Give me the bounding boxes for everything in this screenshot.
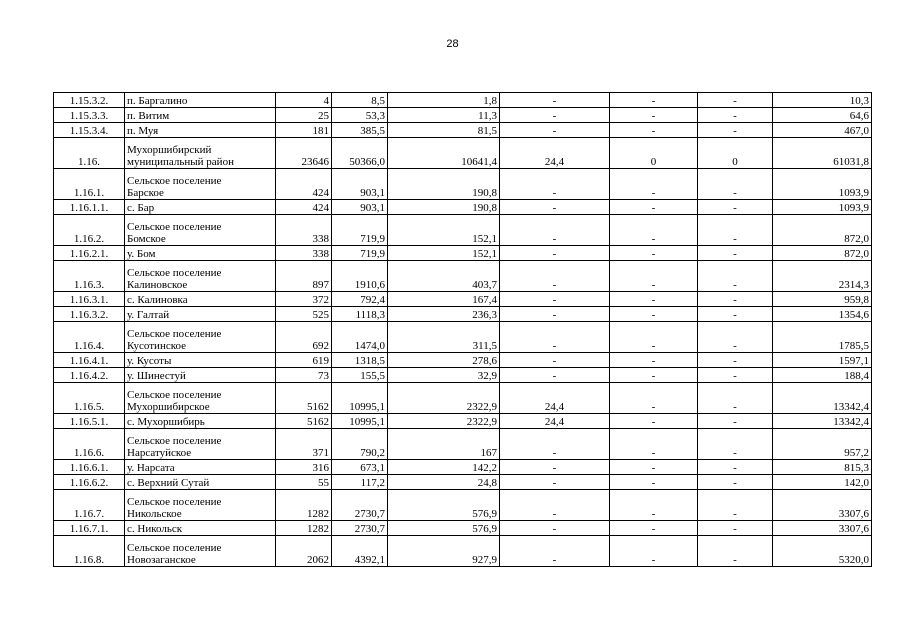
cell-col-2: 8,5 xyxy=(332,93,388,108)
cell-col-2: 50366,0 xyxy=(332,138,388,169)
cell-col-5: - xyxy=(610,123,698,138)
cell-col-4: - xyxy=(500,353,610,368)
cell-col-6: - xyxy=(698,93,773,108)
cell-code: 1.16.7.1. xyxy=(54,521,125,536)
cell-name-line: Кусотинское xyxy=(127,340,187,352)
table-row xyxy=(54,93,872,108)
cell-col-6: - xyxy=(698,383,773,414)
cell-col-5: - xyxy=(610,490,698,521)
cell-code: 1.16.3.1. xyxy=(54,292,125,307)
cell-name xyxy=(125,93,276,108)
cell-name xyxy=(125,307,276,322)
cell-name-line: Мухоршибирское xyxy=(127,401,210,413)
cell-code: 1.16.6.1. xyxy=(54,460,125,475)
cell-col-2: 385,5 xyxy=(332,123,388,138)
cell-col-5: - xyxy=(610,169,698,200)
cell-col-3: 10641,4 xyxy=(388,138,500,169)
cell-code: 1.16.3. xyxy=(54,261,125,292)
cell-col-1: 1282 xyxy=(276,521,332,536)
table-row xyxy=(54,521,872,536)
cell-col-4: - xyxy=(500,292,610,307)
cell-col-5: - xyxy=(610,475,698,490)
cell-col-2: 719,9 xyxy=(332,215,388,246)
cell-col-1: 424 xyxy=(276,200,332,215)
cell-code: 1.16.1. xyxy=(54,169,125,200)
cell-col-5: - xyxy=(610,414,698,429)
cell-code: 1.16. xyxy=(54,138,125,169)
cell-col-1: 897 xyxy=(276,261,332,292)
cell-name xyxy=(125,429,276,460)
cell-col-2: 10995,1 xyxy=(332,414,388,429)
cell-col-5: - xyxy=(610,383,698,414)
cell-col-1: 316 xyxy=(276,460,332,475)
cell-col-4: - xyxy=(500,460,610,475)
cell-col-4: - xyxy=(500,536,610,567)
cell-col-1: 338 xyxy=(276,246,332,261)
cell-code: 1.16.8. xyxy=(54,536,125,567)
cell-name xyxy=(125,200,276,215)
data-table xyxy=(53,92,872,567)
cell-col-2: 903,1 xyxy=(332,169,388,200)
cell-col-6: - xyxy=(698,490,773,521)
cell-col-4: - xyxy=(500,261,610,292)
cell-total: 815,3 xyxy=(773,460,872,475)
cell-col-1: 1282 xyxy=(276,490,332,521)
cell-col-3: 576,9 xyxy=(388,521,500,536)
cell-col-5: - xyxy=(610,108,698,123)
table-row xyxy=(54,307,872,322)
cell-col-1: 338 xyxy=(276,215,332,246)
cell-col-6: 0 xyxy=(698,138,773,169)
cell-col-4: - xyxy=(500,200,610,215)
table-row xyxy=(54,414,872,429)
cell-col-1: 181 xyxy=(276,123,332,138)
cell-col-1: 2062 xyxy=(276,536,332,567)
cell-name-line: у. Кусоты xyxy=(127,355,172,367)
cell-name-line: п. Муя xyxy=(127,125,159,137)
cell-name xyxy=(125,261,276,292)
cell-col-5: - xyxy=(610,536,698,567)
cell-total: 1093,9 xyxy=(773,200,872,215)
cell-name-line: у. Нарсата xyxy=(127,462,175,474)
cell-col-3: 2322,9 xyxy=(388,383,500,414)
cell-col-6: - xyxy=(698,536,773,567)
cell-col-6: - xyxy=(698,353,773,368)
cell-name-line: Сельское поселение xyxy=(127,175,222,187)
cell-code: 1.15.3.3. xyxy=(54,108,125,123)
table-row xyxy=(54,261,872,292)
cell-name xyxy=(125,215,276,246)
cell-name-line: Сельское поселение xyxy=(127,389,222,401)
cell-code: 1.16.3.2. xyxy=(54,307,125,322)
cell-col-2: 2730,7 xyxy=(332,490,388,521)
cell-col-2: 790,2 xyxy=(332,429,388,460)
cell-col-2: 117,2 xyxy=(332,475,388,490)
cell-name-line: Нарсатуйское xyxy=(127,447,192,459)
cell-col-6: - xyxy=(698,307,773,322)
cell-name-line: Никольское xyxy=(127,508,182,520)
cell-col-4: - xyxy=(500,215,610,246)
cell-total: 872,0 xyxy=(773,215,872,246)
cell-col-6: - xyxy=(698,108,773,123)
cell-name-line: Бомское xyxy=(127,233,166,245)
cell-col-3: 927,9 xyxy=(388,536,500,567)
cell-col-2: 155,5 xyxy=(332,368,388,383)
cell-col-4: - xyxy=(500,429,610,460)
cell-col-5: - xyxy=(610,368,698,383)
cell-total: 1597,1 xyxy=(773,353,872,368)
cell-col-5: - xyxy=(610,429,698,460)
cell-col-3: 152,1 xyxy=(388,246,500,261)
cell-name xyxy=(125,490,276,521)
cell-total: 13342,4 xyxy=(773,414,872,429)
cell-name xyxy=(125,368,276,383)
cell-name-line: у. Галтай xyxy=(127,309,170,321)
cell-col-2: 1318,5 xyxy=(332,353,388,368)
cell-name-line: п. Баргалино xyxy=(127,95,188,107)
table-row xyxy=(54,123,872,138)
cell-name xyxy=(125,521,276,536)
cell-col-6: - xyxy=(698,414,773,429)
cell-name-line: Сельское поселение xyxy=(127,221,222,233)
cell-name-line: Мухоршибирский xyxy=(127,144,212,156)
cell-col-2: 10995,1 xyxy=(332,383,388,414)
cell-name-line: с. Бар xyxy=(127,202,155,214)
table-row xyxy=(54,322,872,353)
cell-name xyxy=(125,414,276,429)
cell-total: 2314,3 xyxy=(773,261,872,292)
cell-name xyxy=(125,246,276,261)
cell-total: 872,0 xyxy=(773,246,872,261)
cell-total: 957,2 xyxy=(773,429,872,460)
cell-total: 64,6 xyxy=(773,108,872,123)
cell-col-4: 24,4 xyxy=(500,383,610,414)
cell-name xyxy=(125,108,276,123)
cell-code: 1.16.2. xyxy=(54,215,125,246)
cell-col-5: - xyxy=(610,215,698,246)
cell-name xyxy=(125,123,276,138)
cell-col-2: 4392,1 xyxy=(332,536,388,567)
cell-name-line: Сельское поселение xyxy=(127,496,222,508)
cell-col-5: - xyxy=(610,307,698,322)
cell-name xyxy=(125,383,276,414)
cell-col-3: 190,8 xyxy=(388,200,500,215)
cell-name xyxy=(125,292,276,307)
cell-col-3: 311,5 xyxy=(388,322,500,353)
cell-col-3: 81,5 xyxy=(388,123,500,138)
cell-col-2: 2730,7 xyxy=(332,521,388,536)
cell-total: 10,3 xyxy=(773,93,872,108)
cell-col-5: - xyxy=(610,322,698,353)
cell-code: 1.16.4. xyxy=(54,322,125,353)
table-row xyxy=(54,460,872,475)
cell-total: 61031,8 xyxy=(773,138,872,169)
cell-col-5: - xyxy=(610,93,698,108)
table-row xyxy=(54,292,872,307)
cell-col-1: 25 xyxy=(276,108,332,123)
cell-col-5: 0 xyxy=(610,138,698,169)
cell-name xyxy=(125,322,276,353)
cell-code: 1.16.5. xyxy=(54,383,125,414)
table-row xyxy=(54,429,872,460)
cell-col-3: 142,2 xyxy=(388,460,500,475)
cell-code: 1.16.4.1. xyxy=(54,353,125,368)
cell-col-3: 236,3 xyxy=(388,307,500,322)
cell-col-1: 5162 xyxy=(276,414,332,429)
cell-total: 13342,4 xyxy=(773,383,872,414)
cell-col-2: 1118,3 xyxy=(332,307,388,322)
cell-name-line: Сельское поселение xyxy=(127,435,222,447)
cell-col-2: 673,1 xyxy=(332,460,388,475)
cell-total: 188,4 xyxy=(773,368,872,383)
cell-total: 1093,9 xyxy=(773,169,872,200)
cell-total: 5320,0 xyxy=(773,536,872,567)
cell-col-3: 1,8 xyxy=(388,93,500,108)
cell-code: 1.16.6.2. xyxy=(54,475,125,490)
cell-col-4: - xyxy=(500,475,610,490)
cell-col-2: 53,3 xyxy=(332,108,388,123)
cell-code: 1.16.4.2. xyxy=(54,368,125,383)
cell-name xyxy=(125,460,276,475)
cell-total: 3307,6 xyxy=(773,521,872,536)
cell-col-4: - xyxy=(500,108,610,123)
cell-name xyxy=(125,169,276,200)
cell-col-1: 5162 xyxy=(276,383,332,414)
cell-col-1: 4 xyxy=(276,93,332,108)
cell-name xyxy=(125,353,276,368)
cell-name xyxy=(125,138,276,169)
cell-col-5: - xyxy=(610,200,698,215)
cell-col-1: 372 xyxy=(276,292,332,307)
cell-code: 1.16.2.1. xyxy=(54,246,125,261)
table-row xyxy=(54,383,872,414)
cell-code: 1.16.5.1. xyxy=(54,414,125,429)
cell-total: 1354,6 xyxy=(773,307,872,322)
cell-col-1: 525 xyxy=(276,307,332,322)
cell-name-line: с. Мухоршибирь xyxy=(127,416,205,428)
cell-code: 1.15.3.4. xyxy=(54,123,125,138)
cell-col-1: 619 xyxy=(276,353,332,368)
cell-col-2: 1474,0 xyxy=(332,322,388,353)
cell-col-4: - xyxy=(500,123,610,138)
cell-col-1: 424 xyxy=(276,169,332,200)
cell-name-line: Сельское поселение xyxy=(127,267,222,279)
cell-col-1: 73 xyxy=(276,368,332,383)
cell-code: 1.15.3.2. xyxy=(54,93,125,108)
cell-col-4: - xyxy=(500,307,610,322)
cell-col-4: 24,4 xyxy=(500,138,610,169)
cell-col-1: 692 xyxy=(276,322,332,353)
cell-col-3: 278,6 xyxy=(388,353,500,368)
cell-col-3: 167,4 xyxy=(388,292,500,307)
page-number: 28 xyxy=(446,38,459,50)
cell-total: 1785,5 xyxy=(773,322,872,353)
cell-col-3: 11,3 xyxy=(388,108,500,123)
cell-col-4: - xyxy=(500,93,610,108)
table-row xyxy=(54,215,872,246)
cell-col-6: - xyxy=(698,322,773,353)
cell-total: 3307,6 xyxy=(773,490,872,521)
cell-col-5: - xyxy=(610,246,698,261)
cell-code: 1.16.6. xyxy=(54,429,125,460)
cell-name-line: Калиновское xyxy=(127,279,188,291)
cell-col-4: - xyxy=(500,322,610,353)
cell-col-1: 55 xyxy=(276,475,332,490)
cell-col-3: 32,9 xyxy=(388,368,500,383)
cell-col-5: - xyxy=(610,521,698,536)
table-row xyxy=(54,169,872,200)
cell-col-6: - xyxy=(698,123,773,138)
table-row xyxy=(54,490,872,521)
table-row xyxy=(54,200,872,215)
cell-col-6: - xyxy=(698,368,773,383)
table-row xyxy=(54,138,872,169)
table-row xyxy=(54,536,872,567)
cell-name xyxy=(125,536,276,567)
cell-name-line: Новозаганское xyxy=(127,554,196,566)
cell-col-4: - xyxy=(500,490,610,521)
cell-name-line: с. Никольск xyxy=(127,523,183,535)
table-row xyxy=(54,475,872,490)
table-body xyxy=(54,93,872,567)
table-row xyxy=(54,246,872,261)
cell-name-line: Барское xyxy=(127,187,164,199)
cell-col-4: - xyxy=(500,368,610,383)
cell-col-3: 152,1 xyxy=(388,215,500,246)
cell-code: 1.16.7. xyxy=(54,490,125,521)
cell-code: 1.16.1.1. xyxy=(54,200,125,215)
cell-col-4: - xyxy=(500,246,610,261)
cell-col-1: 371 xyxy=(276,429,332,460)
cell-col-2: 719,9 xyxy=(332,246,388,261)
cell-col-6: - xyxy=(698,200,773,215)
cell-col-6: - xyxy=(698,292,773,307)
cell-name-line: муниципальный район xyxy=(127,156,234,168)
cell-col-3: 2322,9 xyxy=(388,414,500,429)
cell-col-6: - xyxy=(698,460,773,475)
cell-col-6: - xyxy=(698,521,773,536)
table-row xyxy=(54,353,872,368)
cell-name-line: у. Шинестуй xyxy=(127,370,186,382)
cell-name-line: Сельское поселение xyxy=(127,542,222,554)
cell-total: 142,0 xyxy=(773,475,872,490)
cell-col-6: - xyxy=(698,475,773,490)
cell-col-2: 1910,6 xyxy=(332,261,388,292)
cell-col-2: 903,1 xyxy=(332,200,388,215)
table-row xyxy=(54,108,872,123)
cell-name xyxy=(125,475,276,490)
cell-col-4: - xyxy=(500,169,610,200)
cell-col-6: - xyxy=(698,261,773,292)
cell-col-2: 792,4 xyxy=(332,292,388,307)
cell-col-4: 24,4 xyxy=(500,414,610,429)
cell-col-4: - xyxy=(500,521,610,536)
cell-col-1: 23646 xyxy=(276,138,332,169)
cell-col-3: 24,8 xyxy=(388,475,500,490)
cell-name-line: у. Бом xyxy=(127,248,156,260)
cell-col-6: - xyxy=(698,169,773,200)
cell-total: 959,8 xyxy=(773,292,872,307)
cell-col-5: - xyxy=(610,460,698,475)
cell-col-6: - xyxy=(698,246,773,261)
cell-name-line: с. Калиновка xyxy=(127,294,188,306)
cell-col-5: - xyxy=(610,261,698,292)
cell-total: 467,0 xyxy=(773,123,872,138)
cell-name-line: Сельское поселение xyxy=(127,328,222,340)
cell-col-3: 576,9 xyxy=(388,490,500,521)
cell-col-6: - xyxy=(698,215,773,246)
cell-col-6: - xyxy=(698,429,773,460)
cell-col-5: - xyxy=(610,292,698,307)
cell-name-line: с. Верхний Сутай xyxy=(127,477,210,489)
table-row xyxy=(54,368,872,383)
cell-col-3: 167 xyxy=(388,429,500,460)
cell-col-3: 403,7 xyxy=(388,261,500,292)
cell-col-3: 190,8 xyxy=(388,169,500,200)
cell-name-line: п. Витим xyxy=(127,110,170,122)
cell-col-5: - xyxy=(610,353,698,368)
